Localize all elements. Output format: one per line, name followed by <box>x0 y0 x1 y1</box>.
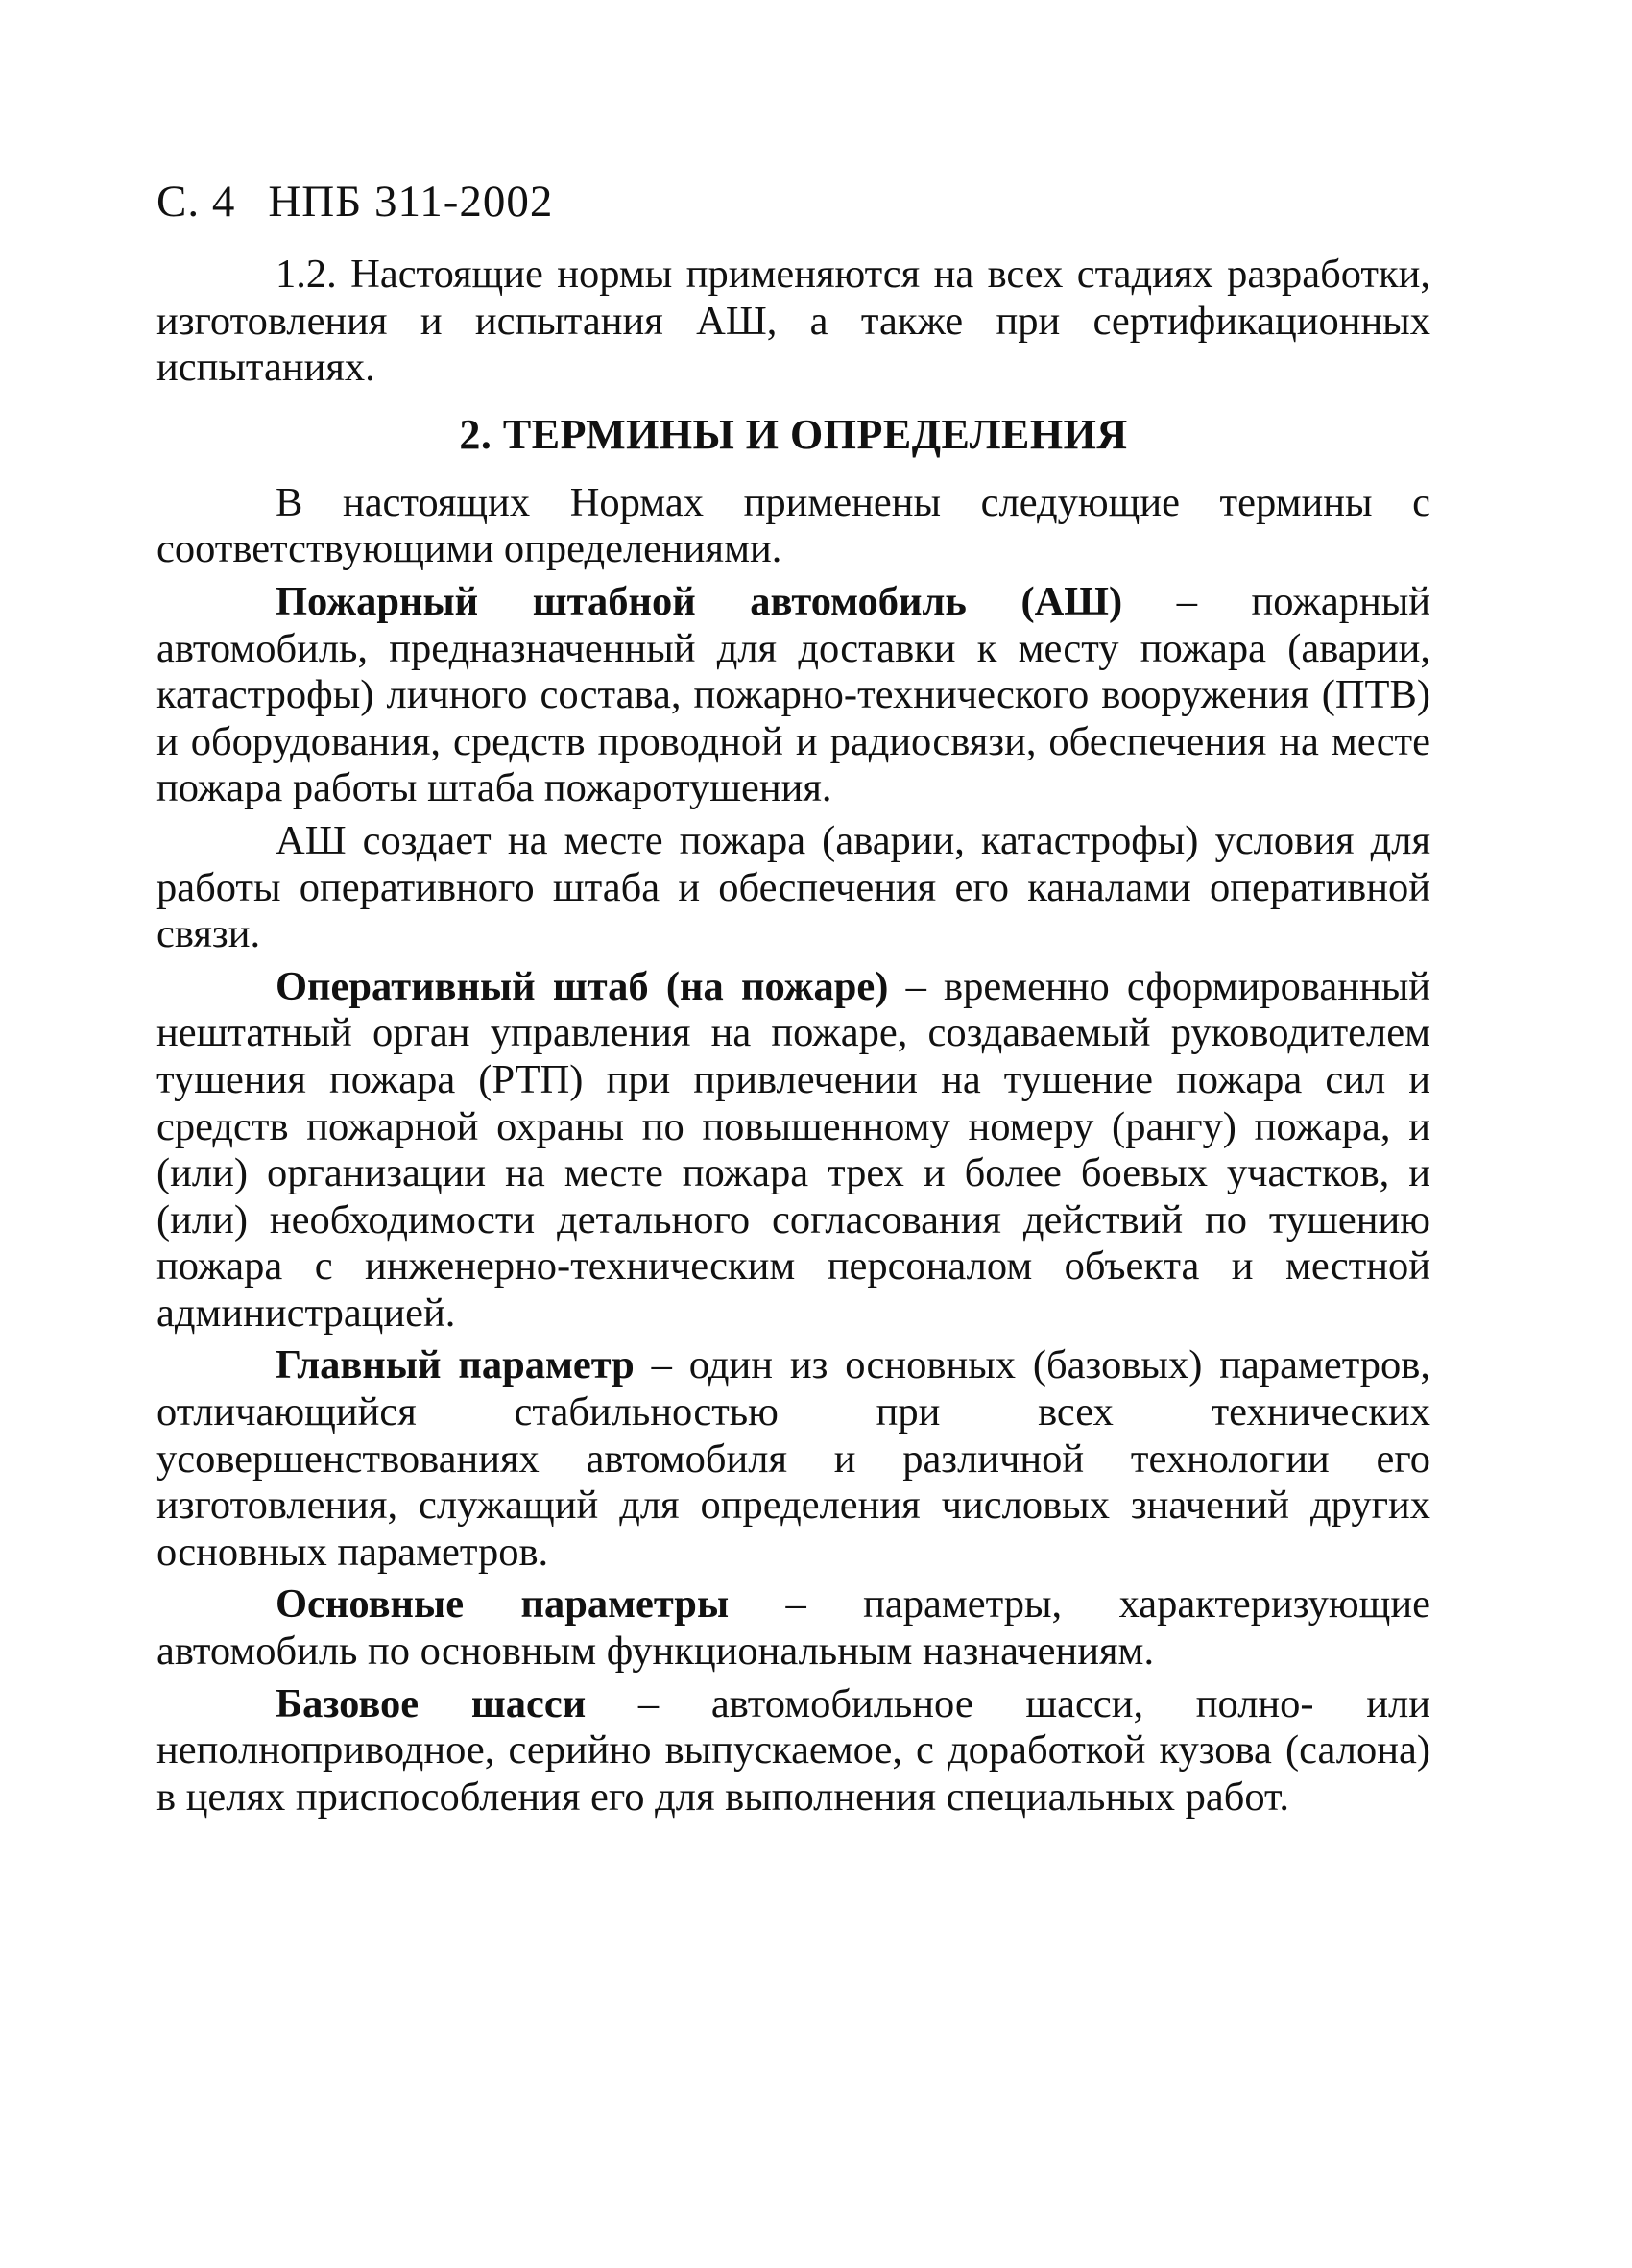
term-operational-staff: Оперативный штаб (на пожаре) <box>276 963 889 1009</box>
definition-ash-text: – пожарный автомобиль, предназначенный для доставки к месту пожара (аварии, катастрофы) личного состава, пожарно-технического вооружения (ПТВ) и оборудования, средств проводной и радиосвязи, обеспечения на месте пожара работы штаба пожаротушения. <box>156 578 1430 811</box>
ash-note: АШ создает на месте пожара (аварии, катастрофы) условия для работы оперативного штаба и обеспечения его каналами оперативной связи. <box>156 817 1430 957</box>
definition-base-chassis <box>156 1681 1430 1822</box>
definition-main-parameter-text: – один из основных (базовых) параметров, отличающийся стабильностью при всех технических усовершенствованиях автомобиля и различной технологии его изготовления, служащий для определения числовых значений других основных параметров. <box>156 1342 1430 1575</box>
definition-main-parameter <box>156 1342 1430 1576</box>
term-main-parameter: Главный параметр <box>276 1342 635 1388</box>
definition-operational-staff-text: – временно сформированный нештатный орган управления на пожаре, создаваемый руководителем тушения пожара (РТП) при привлечении на тушение пожара сил и средств пожарной охраны по повышенному номеру (рангу) пожара, и (или) организации на месте пожара трех и более боевых участков, и (или) необходимости детального согласования действий по тушению пожара с инженерно-техническим персоналом объекта и местной администрацией. <box>156 963 1431 1336</box>
definition-base-chassis-text: – автомобильное шасси, полно- или неполноприводное, серийно выпускаемое, с доработкой кузова (салона) в целях приспособления его для выполнения специальных работ. <box>156 1680 1430 1820</box>
terms-intro: В настоящих Нормах применены следующие термины с соответствующими определениями. <box>156 479 1430 572</box>
definition-basic-parameters <box>156 1581 1430 1675</box>
clause-1-2: 1.2. Настоящие нормы применяются на всех стадиях разработки, изготовления и испытания АШ, а также при сертификационных испытаниях. <box>156 252 1430 391</box>
definition-operational-staff <box>156 964 1430 1338</box>
document-code: НПБ 311-2002 <box>268 177 554 227</box>
section-title: 2. ТЕРМИНЫ И ОПРЕДЕЛЕНИЯ <box>459 410 1128 458</box>
term-base-chassis: Базовое шасси <box>276 1680 587 1726</box>
term-ash: Пожарный штабной автомобиль (АШ) <box>276 578 1123 624</box>
term-basic-parameters: Основные параметры <box>276 1581 730 1628</box>
page-header <box>156 173 553 230</box>
document-body <box>156 252 1430 1821</box>
page-number: С. 4 <box>156 177 236 227</box>
definition-basic-parameters-text: – параметры, характеризующие автомобиль по основным функциональным назначениям. <box>156 1581 1430 1675</box>
definition-ash <box>156 579 1430 812</box>
